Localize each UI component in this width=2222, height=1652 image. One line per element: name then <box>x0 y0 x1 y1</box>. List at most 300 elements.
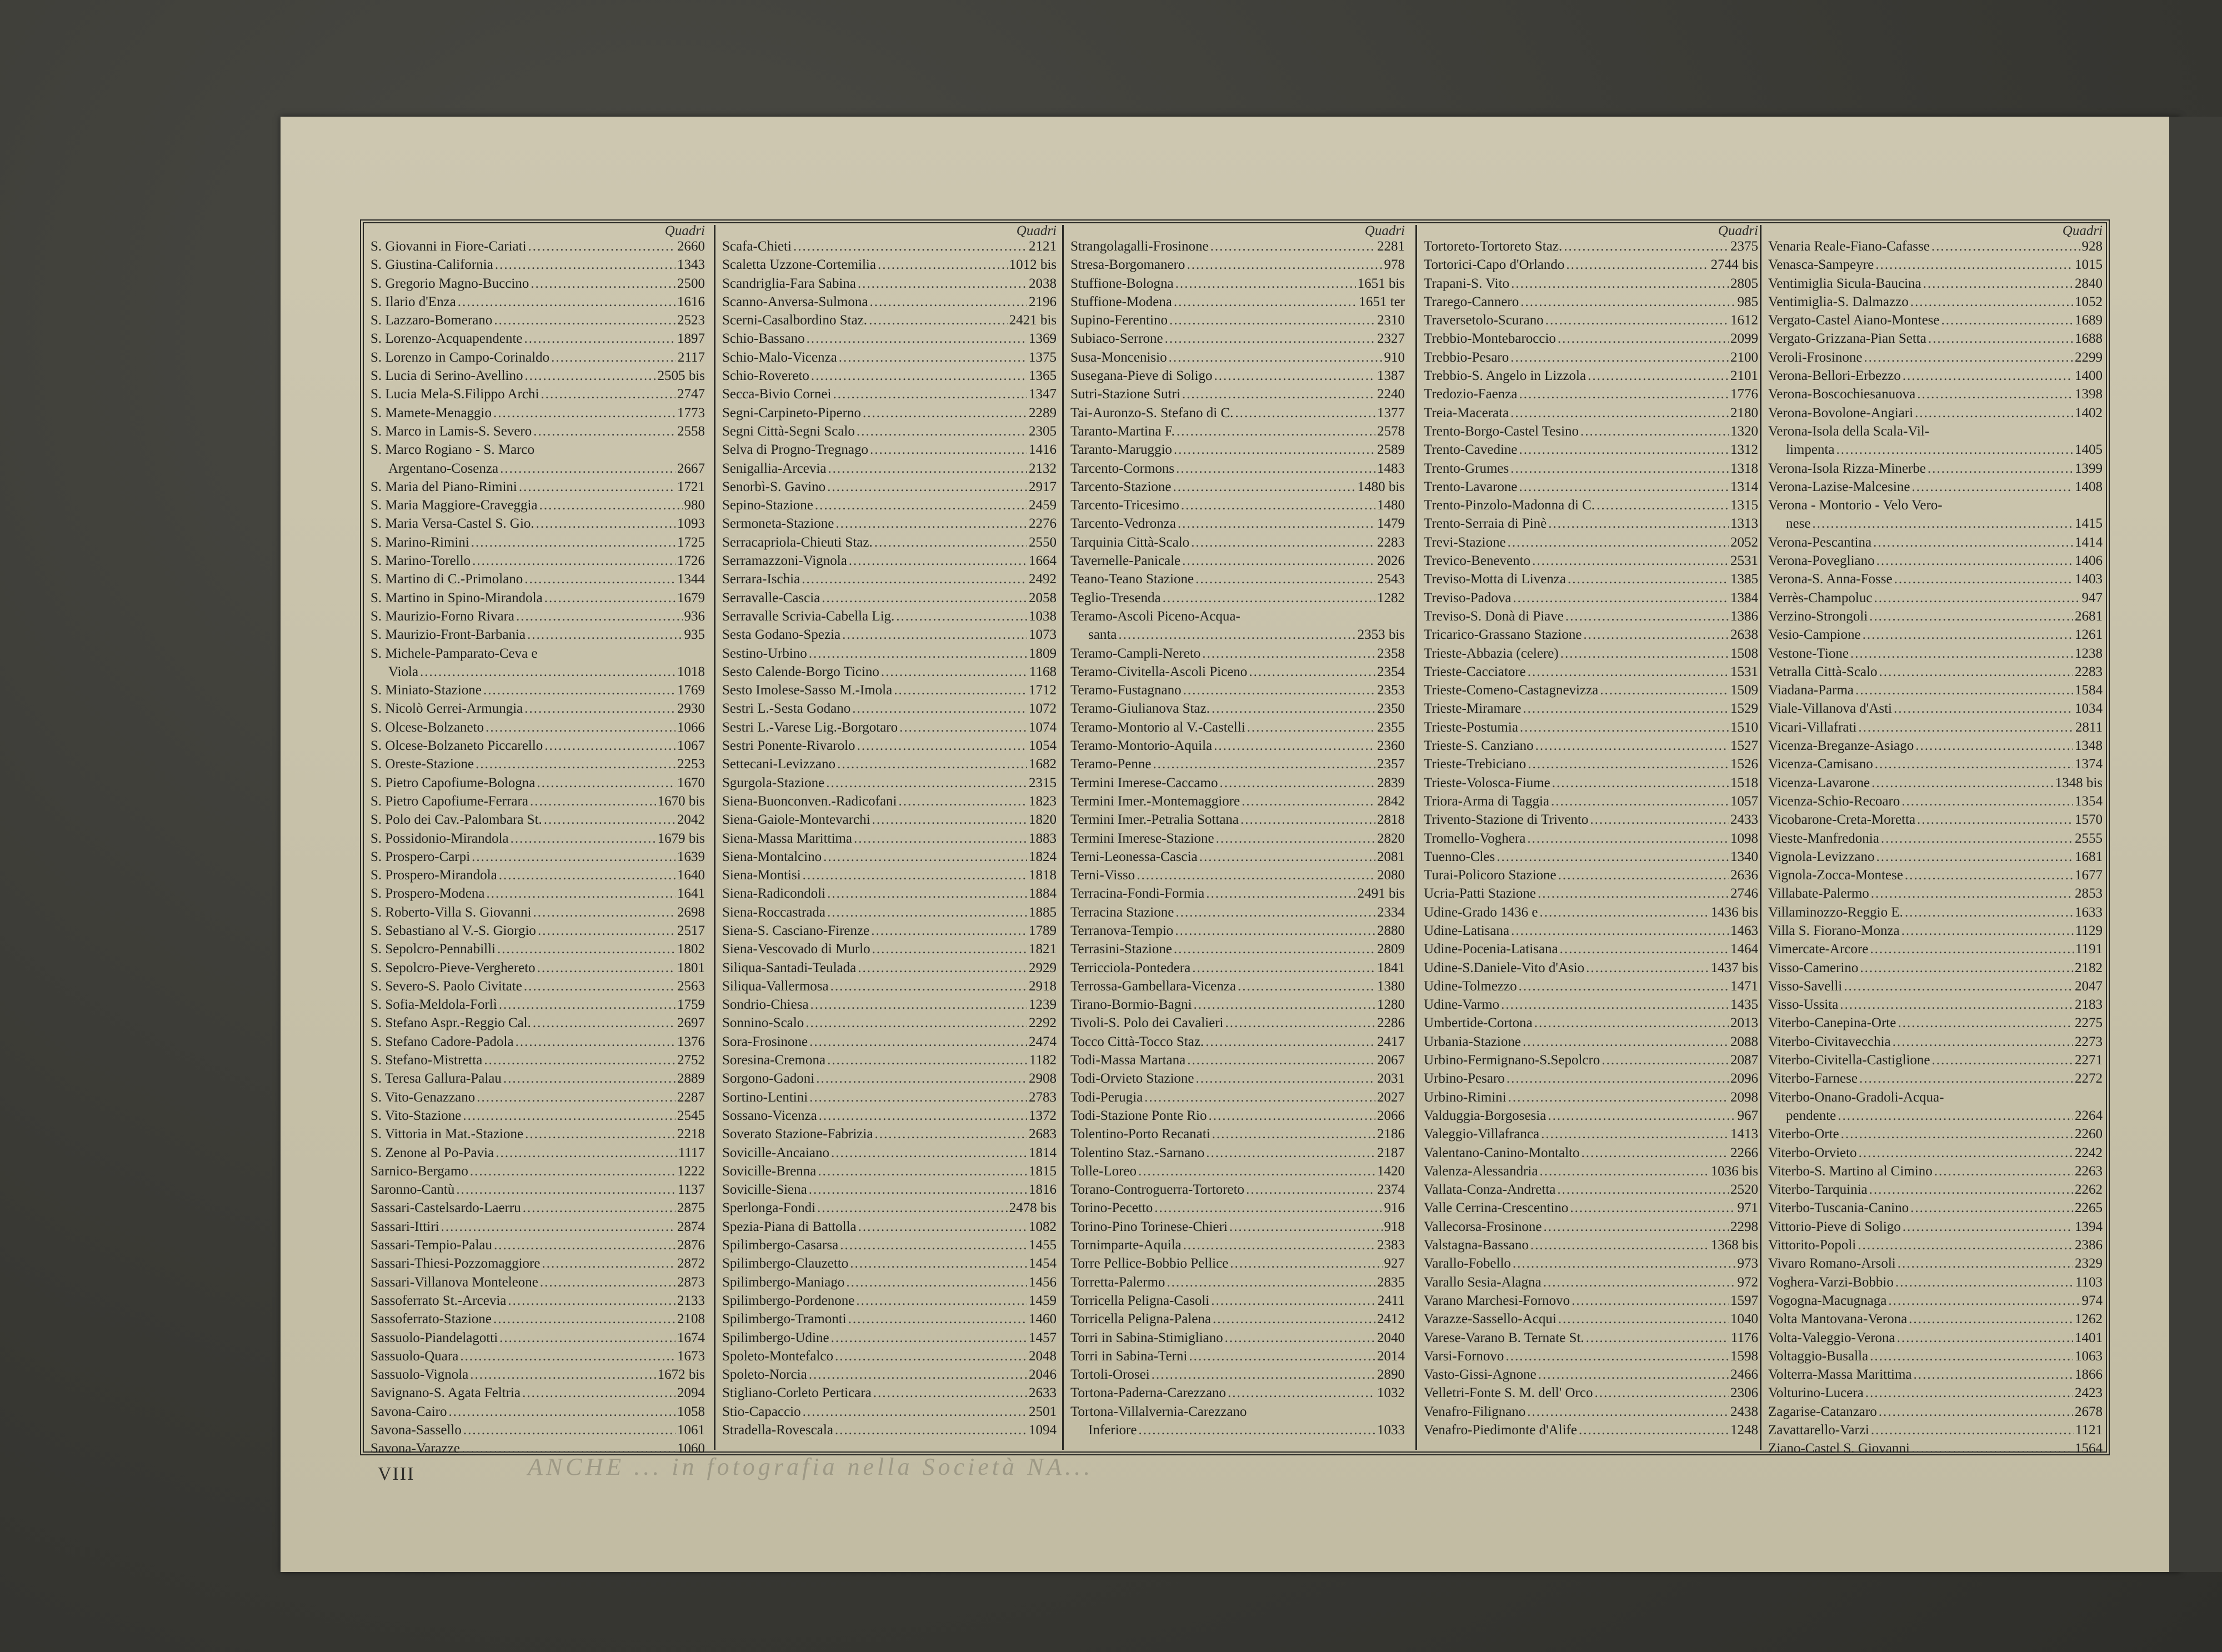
index-entry <box>1070 681 1408 699</box>
leader-dots <box>837 755 1027 773</box>
leader-dots <box>500 459 675 478</box>
table-number: 1674 <box>677 1330 705 1345</box>
route-name: Spilimbergo-Tramonti <box>722 1311 847 1327</box>
leader-dots <box>525 367 656 385</box>
index-entry <box>1070 293 1408 311</box>
leader-dots <box>1841 1125 2073 1143</box>
table-number: 2683 <box>1029 1127 1057 1142</box>
table-number: 2306 <box>1730 1385 1758 1401</box>
leader-dots <box>1897 1329 2073 1347</box>
table-number: 2531 <box>1730 553 1758 569</box>
leader-dots <box>1901 922 2074 940</box>
route-name: S. Marco in Lamis-S. Severo <box>371 423 532 439</box>
index-entry <box>722 829 1060 848</box>
leader-dots <box>857 737 1027 755</box>
index-entry <box>1070 367 1408 385</box>
table-number: 2305 <box>1029 423 1057 439</box>
index-column-3 <box>1064 225 1414 1450</box>
table-number: 2066 <box>1377 1108 1405 1123</box>
index-entry <box>722 940 1060 958</box>
index-entry <box>1424 737 1761 755</box>
route-name: Treia-Macerata <box>1424 405 1509 420</box>
leader-dots <box>462 1439 675 1458</box>
table-number: 2459 <box>1029 498 1057 513</box>
route-name: Urbino-Rimini <box>1424 1089 1507 1105</box>
index-entry <box>1424 385 1761 403</box>
table-number: 1320 <box>1730 423 1758 439</box>
leader-dots <box>1914 1365 2074 1384</box>
route-name: Vestone-Tione <box>1768 645 1849 661</box>
route-name: Verona-Isola della Scala-Vil- <box>1768 423 1930 439</box>
route-name: Taranto-Maruggio <box>1070 442 1172 458</box>
leader-dots <box>1230 1254 1382 1273</box>
table-number: 2310 <box>1377 313 1405 328</box>
route-name: Urbino-Pesaro <box>1424 1071 1505 1087</box>
leader-dots <box>1910 1199 2073 1217</box>
table-number: 2383 <box>1377 1238 1405 1253</box>
index-entry <box>1070 884 1408 903</box>
index-entry <box>1424 607 1761 625</box>
leader-dots <box>1905 903 2073 922</box>
table-number: 1348 <box>2075 738 2103 754</box>
index-entry <box>371 644 708 663</box>
table-number: 1459 <box>1029 1293 1057 1308</box>
route-name: S. Vittoria in Mat.-Stazione <box>371 1127 524 1142</box>
index-entry <box>1768 1439 2106 1458</box>
leader-dots <box>1572 1291 1729 1310</box>
index-entry <box>1768 737 2106 755</box>
table-number: 947 <box>2081 590 2103 605</box>
index-entry <box>1070 311 1408 329</box>
index-entry <box>1768 1310 2106 1328</box>
index-entry <box>1070 1254 1408 1273</box>
index-entry <box>371 385 708 403</box>
index-entry <box>371 1291 708 1310</box>
route-name: Visso-Ussita <box>1768 997 1839 1013</box>
index-entry <box>1768 977 2106 995</box>
index-entry <box>371 1236 708 1254</box>
route-name: Subiaco-Serrone <box>1070 331 1163 347</box>
table-number: 1340 <box>1730 849 1758 864</box>
leader-dots <box>524 329 676 348</box>
leader-dots <box>1928 329 2073 348</box>
index-entry <box>371 552 708 570</box>
table-number: 2890 <box>1377 1367 1405 1383</box>
route-name: Torricella Peligna-Palena <box>1070 1311 1212 1327</box>
leader-dots <box>863 404 1027 422</box>
leader-dots <box>539 496 683 514</box>
index-entry <box>722 959 1060 977</box>
index-entry <box>1424 903 1761 922</box>
leader-dots <box>1928 459 2073 478</box>
route-name: Sesta Godano-Spezia <box>722 627 841 643</box>
route-name: Sassoferrato St.-Arcevia <box>371 1293 507 1308</box>
leader-dots <box>542 1254 675 1273</box>
index-entry <box>371 737 708 755</box>
leader-dots <box>1176 459 1375 478</box>
index-entry <box>1070 237 1408 256</box>
index-entry <box>1070 1088 1408 1107</box>
leader-dots <box>874 533 1027 552</box>
leader-dots <box>1859 1069 2073 1088</box>
route-name: Saronno-Cantù <box>371 1182 455 1198</box>
table-number: 2275 <box>2075 1015 2103 1031</box>
index-entry <box>1768 478 2106 496</box>
index-entry <box>1424 1310 1761 1328</box>
table-number: 2334 <box>1377 904 1405 920</box>
leader-dots <box>854 829 1027 848</box>
table-number: 2067 <box>1377 1053 1405 1068</box>
leader-dots <box>1183 681 1375 699</box>
index-entry <box>722 1329 1060 1347</box>
column-header-quadri: Quadri <box>1016 223 1057 238</box>
route-name: Tortona-Villalvernia-Carezzano <box>1070 1404 1247 1419</box>
index-entry <box>371 478 708 496</box>
table-number: 2264 <box>2075 1108 2103 1123</box>
route-name: S. Martino di C.-Primolano <box>371 572 523 587</box>
index-entry <box>722 737 1060 755</box>
leader-dots <box>1888 1291 2080 1310</box>
leader-dots <box>858 959 1027 977</box>
leader-dots <box>1539 1162 1709 1180</box>
index-entry <box>1768 329 2106 348</box>
route-name: Trevico-Benevento <box>1424 553 1531 569</box>
index-entry <box>1768 681 2106 699</box>
index-entry <box>1070 274 1408 293</box>
index-entry <box>1070 478 1408 496</box>
index-entry <box>1768 367 2106 385</box>
leader-dots <box>831 1329 1027 1347</box>
table-number: 2101 <box>1730 368 1758 384</box>
route-name: Sondrio-Chiesa <box>722 997 809 1013</box>
leader-dots <box>1154 1199 1382 1217</box>
route-name: Segni-Carpineto-Piperno <box>722 405 861 420</box>
route-name: Vallecorsa-Frosinone <box>1424 1219 1542 1234</box>
route-name: Sassari-Villanova Monteleone <box>371 1274 538 1290</box>
leader-dots <box>831 1144 1027 1162</box>
route-name: Sutri-Stazione Sutri <box>1070 387 1180 402</box>
route-name: S. Prospero-Carpi <box>371 849 471 864</box>
table-number: 1093 <box>677 516 705 532</box>
index-entry <box>722 884 1060 903</box>
index-entry <box>1070 699 1408 718</box>
leader-dots <box>822 589 1027 607</box>
leader-dots <box>1187 1051 1375 1069</box>
table-number: 1897 <box>677 331 705 347</box>
table-number: 1814 <box>1029 1145 1057 1160</box>
leader-dots <box>495 256 675 274</box>
leader-dots <box>551 348 676 367</box>
leader-dots <box>1507 1069 1729 1088</box>
leader-dots <box>835 514 1027 533</box>
table-number: 2048 <box>1029 1348 1057 1364</box>
table-number: 1823 <box>1029 793 1057 809</box>
index-entry <box>1768 1365 2106 1384</box>
leader-dots <box>476 755 675 773</box>
table-number: 972 <box>1737 1274 1758 1290</box>
table-number: 2501 <box>1029 1404 1057 1419</box>
route-name: Teano-Teano Stazione <box>1070 572 1194 587</box>
table-number: 1885 <box>1029 904 1057 920</box>
index-entry <box>1070 1236 1408 1254</box>
route-name: Villa S. Fiorano-Monza <box>1768 923 1900 938</box>
route-name: Udine-S.Daniele-Vito d'Asio <box>1424 960 1585 975</box>
index-entry <box>1424 1291 1761 1310</box>
route-name: Viterbo-Tuscania-Canino <box>1768 1200 1909 1216</box>
table-number: 2520 <box>1730 1182 1758 1198</box>
route-name: Teramo-Giulianova Staz. <box>1070 701 1210 717</box>
index-entry <box>1768 1291 2106 1310</box>
table-number: 1372 <box>1029 1108 1057 1123</box>
leader-dots <box>1519 977 1729 995</box>
leader-dots <box>1173 478 1356 496</box>
table-number: 974 <box>2081 1293 2103 1308</box>
table-number: 1682 <box>1029 757 1057 772</box>
route-name: Treviso-Motta di Livenza <box>1424 572 1566 587</box>
table-number: 1313 <box>1730 516 1758 532</box>
table-number: 1689 <box>2075 313 2103 328</box>
table-number: 2636 <box>1730 868 1758 883</box>
index-entry <box>371 1347 708 1365</box>
route-name: Trarego-Cannero <box>1424 294 1519 309</box>
table-number: 1809 <box>1029 645 1057 661</box>
leader-dots <box>811 367 1027 385</box>
leader-dots <box>818 1162 1027 1180</box>
route-name: Senorbì-S. Gavino <box>722 479 826 494</box>
route-name: Varallo Sesia-Alagna <box>1424 1274 1542 1290</box>
leader-dots <box>1229 1218 1383 1236</box>
route-name: S. Sepolcro-Pieve-Verghereto <box>371 960 536 975</box>
index-entry <box>1070 1162 1408 1180</box>
table-number: 2283 <box>2075 664 2103 679</box>
leader-dots <box>1219 774 1375 792</box>
table-number: 1759 <box>677 997 705 1013</box>
table-number: 1455 <box>1029 1238 1057 1253</box>
index-entry <box>1424 625 1761 644</box>
table-number: 1344 <box>677 572 705 587</box>
route-name: Schio-Malo-Vicenza <box>722 349 837 365</box>
leader-dots <box>1152 1365 1375 1384</box>
route-name: Voghera-Varzi-Bobbio <box>1768 1274 1894 1290</box>
leader-dots <box>1863 625 2073 644</box>
route-name: Verzino-Strongoli <box>1768 608 1868 624</box>
leader-dots <box>493 404 675 422</box>
index-entry <box>371 422 708 440</box>
route-name: Verona-Bovolone-Angiari <box>1768 405 1914 420</box>
index-entry <box>1768 1218 2106 1236</box>
table-number: 2874 <box>677 1219 705 1234</box>
index-entry <box>1768 385 2106 403</box>
table-number: 2744 bis <box>1710 257 1758 273</box>
leader-dots <box>1527 829 1729 848</box>
route-name: S. Nicolò Gerrei-Armungia <box>371 701 523 717</box>
route-name: Teramo-Penne <box>1070 757 1152 772</box>
route-name: Sassari-Thiesi-Pozzomaggiore <box>371 1256 541 1271</box>
index-entry <box>371 663 708 681</box>
table-number: 1063 <box>2075 1348 2103 1364</box>
route-name: Tolentino Staz.-Sarnano <box>1070 1145 1205 1160</box>
leader-dots <box>1586 959 1709 977</box>
index-entry <box>722 256 1060 274</box>
index-entry <box>1768 496 2106 514</box>
leader-dots <box>1508 533 1729 552</box>
index-entry <box>1070 1421 1408 1439</box>
leader-dots <box>1538 884 1729 903</box>
table-number: 1377 <box>1377 405 1405 420</box>
route-name: Varano Marchesi-Fornovo <box>1424 1293 1570 1308</box>
table-number: 1570 <box>2075 812 2103 828</box>
index-entry <box>1768 459 2106 478</box>
table-number: 967 <box>1737 1108 1758 1123</box>
table-number: 2094 <box>677 1385 705 1401</box>
table-number: 1315 <box>1730 498 1758 513</box>
leader-dots <box>1181 496 1375 514</box>
route-name: Siena-Vescovado di Murlo <box>722 942 870 957</box>
route-name: Turai-Policoro Stazione <box>1424 868 1557 883</box>
table-number: 2292 <box>1029 1015 1057 1031</box>
route-name: Savona-Varazze <box>371 1441 461 1456</box>
route-name: Trieste-Trebiciano <box>1424 757 1527 772</box>
leader-dots <box>815 496 1027 514</box>
table-number: 2355 <box>1377 719 1405 735</box>
route-name: pendente <box>1786 1108 1836 1123</box>
route-name: Trivento-Stazione di Trivento <box>1424 812 1589 828</box>
bleed-through-text: ANCHE ... in fotografia nella Società NA... <box>528 1453 1094 1480</box>
index-entry <box>1768 755 2106 773</box>
route-name: Sperlonga-Fondi <box>722 1200 816 1216</box>
route-name: Stuffione-Bologna <box>1070 276 1174 291</box>
leader-dots <box>544 589 675 607</box>
table-number: 1509 <box>1730 683 1758 698</box>
leader-dots <box>849 552 1027 570</box>
index-entry <box>371 367 708 385</box>
table-number: 1664 <box>1029 553 1057 569</box>
index-entry <box>371 1254 708 1273</box>
table-number: 2187 <box>1377 1145 1405 1160</box>
table-number: 2818 <box>1377 812 1405 828</box>
leader-dots <box>1870 940 2074 958</box>
leader-dots <box>810 995 1027 1014</box>
leader-dots <box>1879 663 2073 681</box>
leader-dots <box>1602 1051 1729 1069</box>
route-name: Strangolagalli-Frosinone <box>1070 239 1209 254</box>
leader-dots <box>493 1310 675 1328</box>
table-number: 1376 <box>677 1034 705 1049</box>
route-name: Venafro-Filignano <box>1424 1404 1526 1419</box>
index-entry <box>371 699 708 718</box>
leader-dots <box>1508 1088 1729 1107</box>
index-entry <box>1070 1273 1408 1291</box>
table-number: 927 <box>1384 1256 1405 1271</box>
table-number: 2263 <box>2075 1163 2103 1179</box>
index-entry <box>1424 681 1761 699</box>
route-name: Scerni-Casalbordino Staz. <box>722 313 868 328</box>
leader-dots <box>807 329 1027 348</box>
leader-dots <box>1242 792 1375 810</box>
route-name: Tuenno-Cles <box>1424 849 1495 864</box>
table-number: 1369 <box>1029 331 1057 347</box>
route-name: Spoleto-Montefalco <box>722 1348 833 1364</box>
table-number: 1456 <box>1029 1274 1057 1290</box>
leader-dots <box>856 1291 1027 1310</box>
table-number: 1343 <box>677 257 705 273</box>
index-entry <box>371 625 708 644</box>
leader-dots <box>1594 1384 1729 1402</box>
index-entry <box>1768 533 2106 552</box>
index-entry <box>371 1218 708 1236</box>
table-number: 1773 <box>677 405 705 420</box>
route-name: Trieste-Cacciatore <box>1424 664 1526 679</box>
leader-dots <box>805 1014 1027 1032</box>
leader-dots <box>1923 274 2073 293</box>
index-entry <box>1424 866 1761 884</box>
table-number: 1531 <box>1730 664 1758 679</box>
route-name: Terni-Visso <box>1070 868 1135 883</box>
table-number: 2474 <box>1029 1034 1057 1049</box>
route-name: Verona-Boscochiesanuova <box>1768 387 1916 402</box>
index-entry <box>1768 311 2106 329</box>
index-entry <box>722 1069 1060 1088</box>
index-entry <box>371 496 708 514</box>
route-name: Sassuolo-Quara <box>371 1348 459 1364</box>
index-entry <box>371 755 708 773</box>
index-entry <box>1768 866 2106 884</box>
table-number: 2466 <box>1730 1367 1758 1383</box>
table-number: 1036 bis <box>1710 1163 1758 1179</box>
route-name: Siena-S. Casciano-Firenze <box>722 923 870 938</box>
leader-dots <box>471 533 675 552</box>
route-name: Senigallia-Arcevia <box>722 460 827 476</box>
index-entry <box>1070 774 1408 792</box>
index-entry <box>722 1254 1060 1273</box>
route-name: Serrara-Ischia <box>722 572 800 587</box>
index-entry <box>1768 1236 2106 1254</box>
leader-dots <box>1566 256 1709 274</box>
leader-dots <box>1138 1162 1375 1180</box>
index-entry <box>1768 774 2106 792</box>
table-number: 2262 <box>2075 1182 2103 1198</box>
leader-dots <box>483 681 675 699</box>
route-name: Trapani-S. Vito <box>1424 276 1510 291</box>
index-entry <box>371 440 708 459</box>
index-entry <box>371 459 708 478</box>
leader-dots <box>1213 1310 1375 1328</box>
leader-dots <box>544 810 675 829</box>
table-number: 2523 <box>677 313 705 328</box>
index-entry <box>1070 663 1408 681</box>
route-name: S. Zenone al Po-Pavia <box>371 1145 494 1160</box>
table-number: 1280 <box>1377 997 1405 1013</box>
route-name: Tortoreto-Tortoreto Staz. <box>1424 239 1563 254</box>
index-entry <box>1768 699 2106 718</box>
table-number: 935 <box>684 627 705 643</box>
table-number: 2421 bis <box>1009 313 1057 328</box>
table-number: 2013 <box>1730 1015 1758 1031</box>
index-entry <box>1768 1180 2106 1199</box>
index-entry <box>1424 718 1761 737</box>
index-entry <box>1424 884 1761 903</box>
leader-dots <box>1917 385 2073 403</box>
index-entry <box>371 1421 708 1439</box>
leader-dots <box>1174 440 1375 459</box>
index-entry <box>1070 1144 1408 1162</box>
index-entry <box>1424 1199 1761 1217</box>
index-entry <box>1424 367 1761 385</box>
route-name: Veroli-Frosinone <box>1768 349 1863 365</box>
route-name: Treviso-S. Donà di Piave <box>1424 608 1564 624</box>
route-name: S. Oreste-Stazione <box>371 757 474 772</box>
route-name: Vetralla Città-Scalo <box>1768 664 1878 679</box>
